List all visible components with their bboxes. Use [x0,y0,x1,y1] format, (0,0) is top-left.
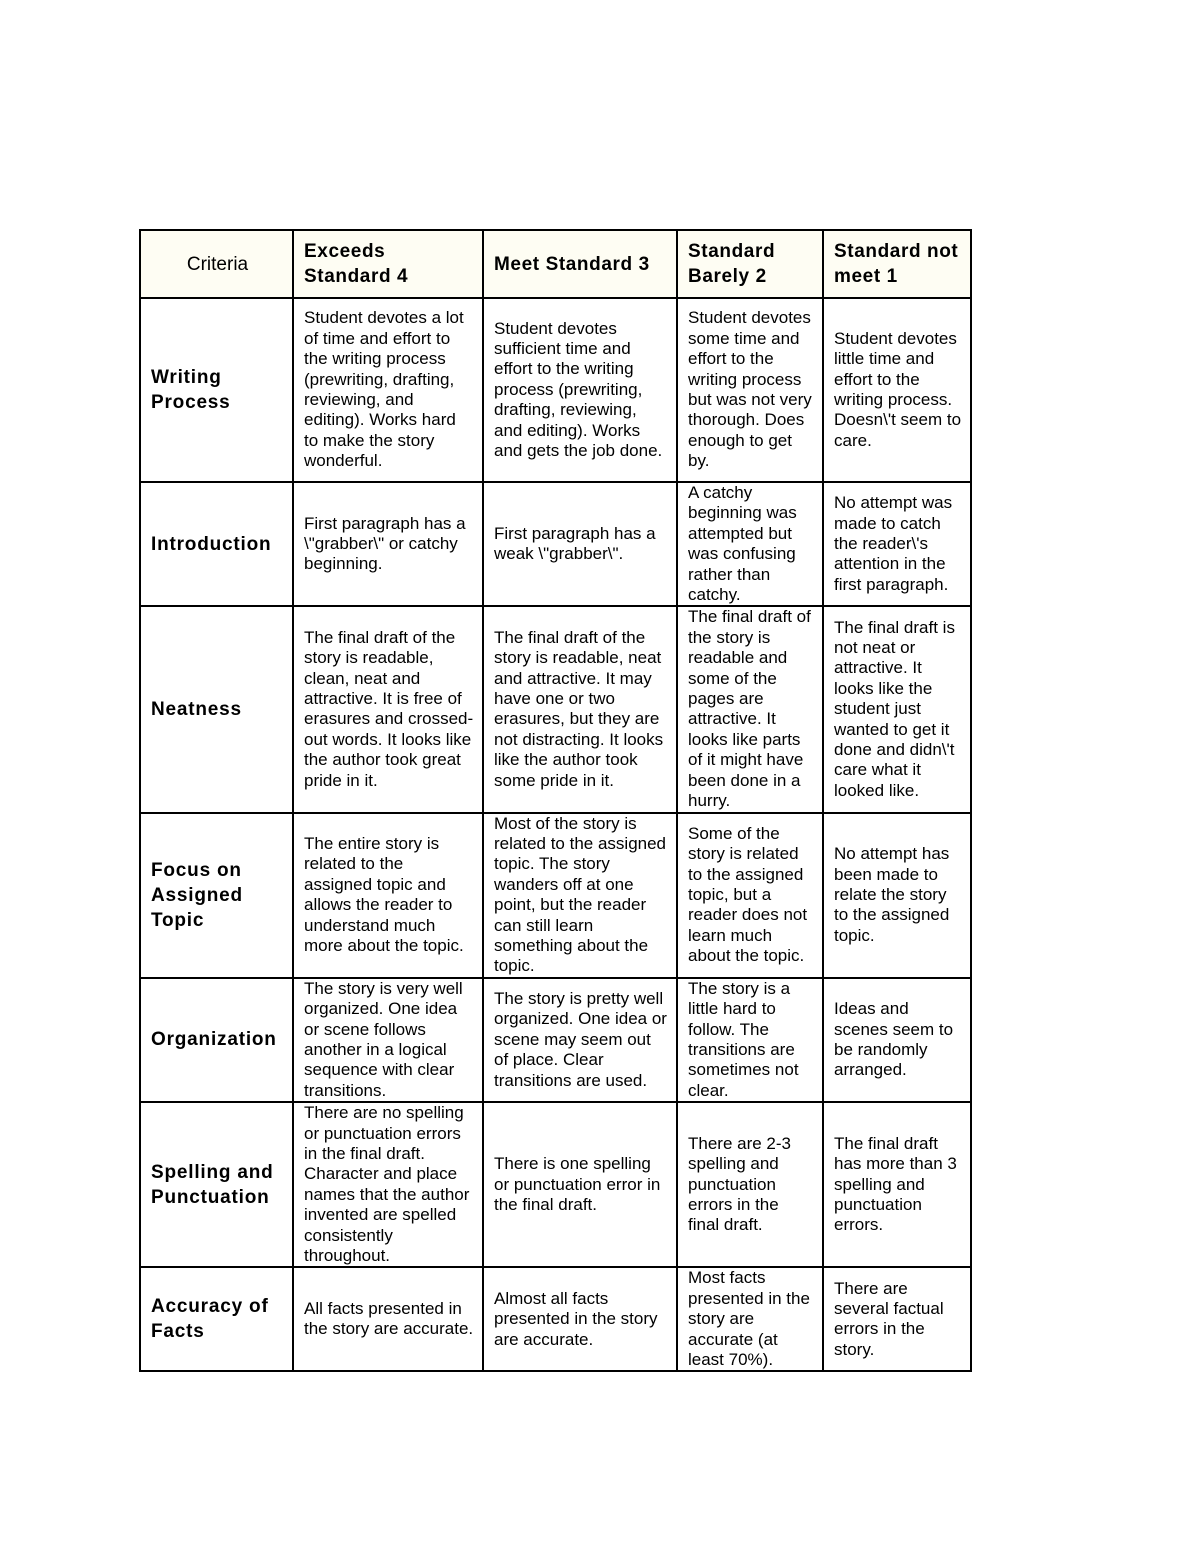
rubric-cell: The story is very well organized. One idea or scene follows another in a logical sequence with clear transitions. [293,978,483,1102]
rubric-cell: The entire story is related to the assigned topic and allows the reader to understand much more about the topic. [293,813,483,978]
criterion-label: Accuracy of Facts [140,1267,293,1371]
rubric-cell: No attempt was made to catch the reader\'s attention in the first paragraph. [823,482,971,606]
rubric-cell: Student devotes little time and effort to the writing process. Doesn\'t seem to care. [823,298,971,482]
row-writing-process [140,298,971,482]
rubric-cell: No attempt has been made to relate the story to the assigned topic. [823,813,971,978]
row-introduction [140,482,971,606]
rubric-cell: The final draft has more than 3 spelling and punctuation errors. [823,1102,971,1267]
rubric-cell: Ideas and scenes seem to be randomly arranged. [823,978,971,1102]
rubric-cell: Most of the story is related to the assigned topic. The story wanders off at one point, but the reader can still learn something about the topic. [483,813,677,978]
rubric-cell: The story is pretty well organized. One idea or scene may seem out of place. Clear transitions are used. [483,978,677,1102]
rubric-cell: The final draft of the story is readable, clean, neat and attractive. It is free of erasures and crossed-out words. It looks like the author took great pride in it. [293,606,483,812]
rubric-table [139,229,972,1372]
rubric-cell: Student devotes a lot of time and effort to the writing process (prewriting, drafting, reviewing, and editing). Works hard to make the story wonderful. [293,298,483,482]
criterion-label: Introduction [140,482,293,606]
rubric-cell: Almost all facts presented in the story are accurate. [483,1267,677,1371]
rubric-cell: There are 2-3 spelling and punctuation errors in the final draft. [677,1102,823,1267]
row-spelling-and-punctuation [140,1102,971,1267]
header-exceeds-standard: Exceeds Standard 4 [293,230,483,298]
rubric-cell: First paragraph has a \"grabber\" or catchy beginning. [293,482,483,606]
header-meet-standard: Meet Standard 3 [483,230,677,298]
rubric-cell: Some of the story is related to the assigned topic, but a reader does not learn much about the topic. [677,813,823,978]
header-row [140,230,971,298]
row-neatness [140,606,971,812]
rubric-cell: First paragraph has a weak \"grabber\". [483,482,677,606]
rubric-cell: All facts presented in the story are accurate. [293,1267,483,1371]
row-focus-on-assigned-topic [140,813,971,978]
rubric-cell: The final draft of the story is readable, neat and attractive. It may have one or two erasures, but they are not distracting. It looks like the author took some pride in it. [483,606,677,812]
rubric-cell: The final draft is not neat or attractive. It looks like the student just wanted to get it done and didn\'t care what it looked like. [823,606,971,812]
rubric-cell: Student devotes some time and effort to the writing process but was not very thorough. Does enough to get by. [677,298,823,482]
rubric-cell: There are no spelling or punctuation errors in the final draft. Character and place names that the author invented are spelled consistently throughout. [293,1102,483,1267]
header-standard-not-met: Standard not meet 1 [823,230,971,298]
criterion-label: Spelling and Punctuation [140,1102,293,1267]
rubric-cell: Most facts presented in the story are accurate (at least 70%). [677,1267,823,1371]
rubric-cell: There are several factual errors in the story. [823,1267,971,1371]
rubric-cell: A catchy beginning was attempted but was confusing rather than catchy. [677,482,823,606]
header-criteria: Criteria [140,230,293,298]
criterion-label: Focus on Assigned Topic [140,813,293,978]
criterion-label: Neatness [140,606,293,812]
rubric-cell: The final draft of the story is readable and some of the pages are attractive. It looks like parts of it might have been done in a hurry. [677,606,823,812]
row-accuracy-of-facts [140,1267,971,1371]
row-organization [140,978,971,1102]
rubric-cell: Student devotes sufficient time and effort to the writing process (prewriting, drafting, reviewing, and editing). Works and gets the job done. [483,298,677,482]
criterion-label: Writing Process [140,298,293,482]
criterion-label: Organization [140,978,293,1102]
header-standard-barely: Standard Barely 2 [677,230,823,298]
rubric-cell: There is one spelling or punctuation error in the final draft. [483,1102,677,1267]
rubric-cell: The story is a little hard to follow. The transitions are sometimes not clear. [677,978,823,1102]
